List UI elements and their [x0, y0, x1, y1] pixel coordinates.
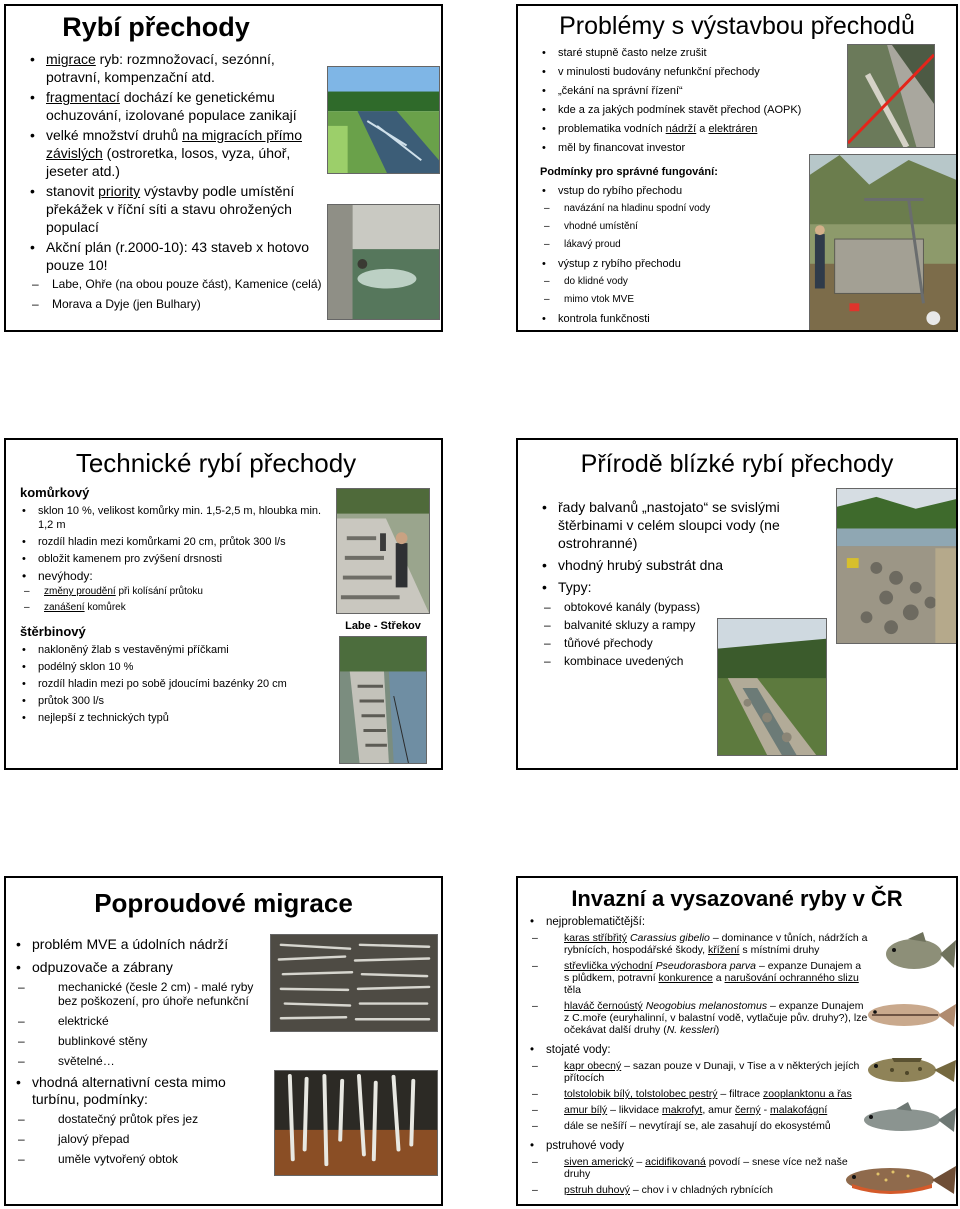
brook-trout-fish-icon	[838, 1158, 956, 1202]
sub-bullet: – dále se nešíří – nevytírají se, ale zasahují do ekosystémů	[528, 1120, 868, 1132]
slide-prirode-blizke	[516, 438, 958, 770]
slide-poproudove	[4, 876, 443, 1206]
sub-bullet: – lákavý proud	[540, 238, 840, 252]
slide-title: Invazní a vysazované ryby v ČR	[571, 886, 903, 911]
photo-caption: Labe - Střekov	[345, 620, 421, 632]
bullet: • měl by financovat investor	[540, 141, 840, 155]
bullet: • nevýhody:	[20, 569, 332, 583]
fish-catch-photo	[274, 1070, 438, 1176]
sub-bullet: – tůňové přechody	[540, 634, 830, 652]
sub-bullet: – zanášení komůrek	[20, 601, 332, 615]
bullet: • kontrola funkčnosti	[540, 312, 840, 326]
sub-bullet: – kombinace uvedených	[540, 652, 830, 670]
sub-bullet: – elektrické	[14, 1014, 266, 1028]
bullet: • „čekání na správní řízení“	[540, 84, 840, 98]
bullet: • kde a za jakých podmínek stavět přechod (AOPK)	[540, 103, 840, 117]
sub-bullet: – uměle vytvořený obtok	[14, 1152, 266, 1166]
bullet: • fragmentací dochází ke genetickému ochuzování, izolované populace zanikají	[28, 88, 330, 124]
bullet: • velké množství druhů na migracích přímo závislých (ostroretka, losos, vyza, úhoř, jeseter atd.)	[28, 126, 330, 180]
sub-bullet: – tolstolobik bílý, tolstolobec pestrý – filtrace zooplanktonu a řas	[528, 1088, 868, 1100]
sub-bullet: – jalový přepad	[14, 1132, 266, 1146]
bullet: • rozdíl hladin mezi po sobě jdoucími bazénky 20 cm	[20, 677, 332, 691]
bullet: • problém MVE a údolních nádrží	[14, 936, 266, 953]
section-heading: komůrkový	[20, 485, 90, 500]
sub-bullet: – mimo vtok MVE	[540, 293, 840, 307]
carp-fish-icon	[878, 930, 956, 978]
sub-bullet: – obtokové kanály (bypass)	[540, 598, 830, 616]
bullet: • stanovit priority výstavby podle umístění překážek v říční síti a stavu ohrožených populací	[28, 182, 330, 236]
bullet: • nejproblematičtější:	[528, 916, 868, 928]
river-photo	[327, 66, 440, 174]
bullet: • nejlepší z technických typů	[20, 711, 332, 725]
fish-pass-photo	[327, 204, 440, 320]
sub-bullet: – Labe, Ohře (na obou pouze část), Kamenice (celá)	[28, 276, 330, 292]
slide-title: Problémy s výstavbou přechodů	[559, 12, 915, 40]
bullet: • problematika vodních nádrží a elektráren	[540, 122, 840, 136]
sub-bullet: – kapr obecný – sazan pouze v Dunaji, v Tise a v některých jejích přítocích	[528, 1060, 868, 1084]
bullet: • rozdíl hladin mezi komůrkami 20 cm, průtok 300 l/s	[20, 535, 332, 549]
bullet: • Typy:	[540, 578, 830, 596]
bullet: • výstup z rybího přechodu	[540, 257, 840, 271]
bullet: • podélný sklon 10 %	[20, 660, 332, 674]
sub-bullet: – siven americký – acidifikovaná povodí – snese více než naše druhy	[528, 1156, 868, 1180]
slide-problemy	[516, 4, 958, 332]
slide-title: Poproudové migrace	[94, 888, 353, 918]
slide-rybi-prechody	[4, 4, 443, 332]
sub-bullet: – změny proudění při kolísání průtoku	[20, 585, 332, 599]
slot-pass-photo	[339, 636, 427, 764]
bullet: • obložit kamenem pro zvýšení drsnosti	[20, 552, 332, 566]
bypass-channel-photo	[717, 618, 827, 756]
sub-bullet: – navázání na hladinu spodní vody	[540, 202, 840, 216]
bullet: • vhodná alternativní cesta mimo turbínu, podmínky:	[14, 1074, 266, 1108]
sub-bullet: – bublinkové stěny	[14, 1034, 266, 1048]
bullet: • sklon 10 %, velikost komůrky min. 1,5-2,5 m, hloubka min. 1,2 m	[20, 504, 332, 532]
grass-carp-fish-icon	[858, 1100, 956, 1140]
bullet: • průtok 300 l/s	[20, 694, 332, 708]
bullet: • v minulosti budovány nefunkční přechody	[540, 65, 840, 79]
minnow-fish-icon	[862, 994, 956, 1036]
sub-bullet: – balvanité skluzy a rampy	[540, 616, 830, 634]
bullet: • pstruhové vody	[528, 1140, 868, 1152]
bullet: • migrace ryb: rozmnožovací, sezónní, potravní, kompenzační atd.	[28, 50, 330, 86]
slide-invazni	[516, 876, 958, 1206]
sub-bullet: – do klidné vody	[540, 275, 840, 289]
sub-bullet: – vhodné umístění	[540, 220, 840, 234]
sub-bullet: – amur bílý – likvidace makrofyt, amur černý - malakofágní	[528, 1104, 868, 1116]
bullet: • vhodný hrubý substrát dna	[540, 556, 830, 574]
sub-bullet: – střevlička východní Pseudorasbora parva – expanze Dunajem a s plůdkem, potravní konkurence a narušování ochranného slizu těla	[528, 960, 868, 996]
bullet: • Akční plán (r.2000-10): 43 staveb x hotovo pouze 10!	[28, 238, 330, 274]
slide-title: Rybí přechody	[62, 12, 250, 42]
sub-bullet: – světelné…	[14, 1054, 266, 1068]
sub-bullet: – Morava a Dyje (jen Bulhary)	[28, 296, 330, 312]
bullet: • nakloněný žlab s vestavěnými příčkami	[20, 643, 332, 657]
sub-bullet: – mechanické (česle 2 cm) - malé ryby bez poškození, pro úhoře nefunkční	[14, 980, 266, 1008]
bullet: • odpuzovače a zábrany	[14, 959, 266, 976]
section-heading: Podmínky pro správné fungování:	[540, 166, 718, 178]
boulder-ramp-photo	[836, 488, 958, 644]
slide-title: Technické rybí přechody	[75, 448, 357, 478]
bullet: • staré stupně často nelze zrušit	[540, 46, 840, 60]
old-weir-photo	[847, 44, 935, 148]
eels-on-mat-photo	[270, 934, 438, 1032]
bullet: • stojaté vody:	[528, 1044, 868, 1056]
section-heading: štěrbinový	[20, 624, 86, 639]
slide-title: Přírodě blízké rybí přechody	[580, 450, 894, 478]
sub-bullet: – karas stříbřitý Carassius gibelio – dominance v tůních, nádržích a rybnících, hospodářské škody, křížení s místními druhy	[528, 932, 868, 956]
sub-bullet: – dostatečný průtok přes jez	[14, 1112, 266, 1126]
fish-trap-photo	[809, 154, 957, 332]
sub-bullet: – pstruh duhový – chov i v chladných rybnících	[528, 1184, 868, 1196]
goby-fish-icon	[862, 1048, 956, 1088]
chamber-pass-photo	[336, 488, 430, 614]
sub-bullet: – hlaváč černoústý Neogobius melanostomus – expanze Dunajem z C.moře (euryhalinní, v balastní vodě, vytlačuje pův. druhy?), lze očekávat další druhy (N. kessleri)	[528, 1000, 868, 1036]
bullet: • řady balvanů „nastojato“ se svislými štěrbinami v celém sloupci vody (ne ostrohranné)	[540, 498, 830, 552]
slide-technicke	[4, 438, 443, 770]
bullet: • vstup do rybího přechodu	[540, 184, 840, 198]
